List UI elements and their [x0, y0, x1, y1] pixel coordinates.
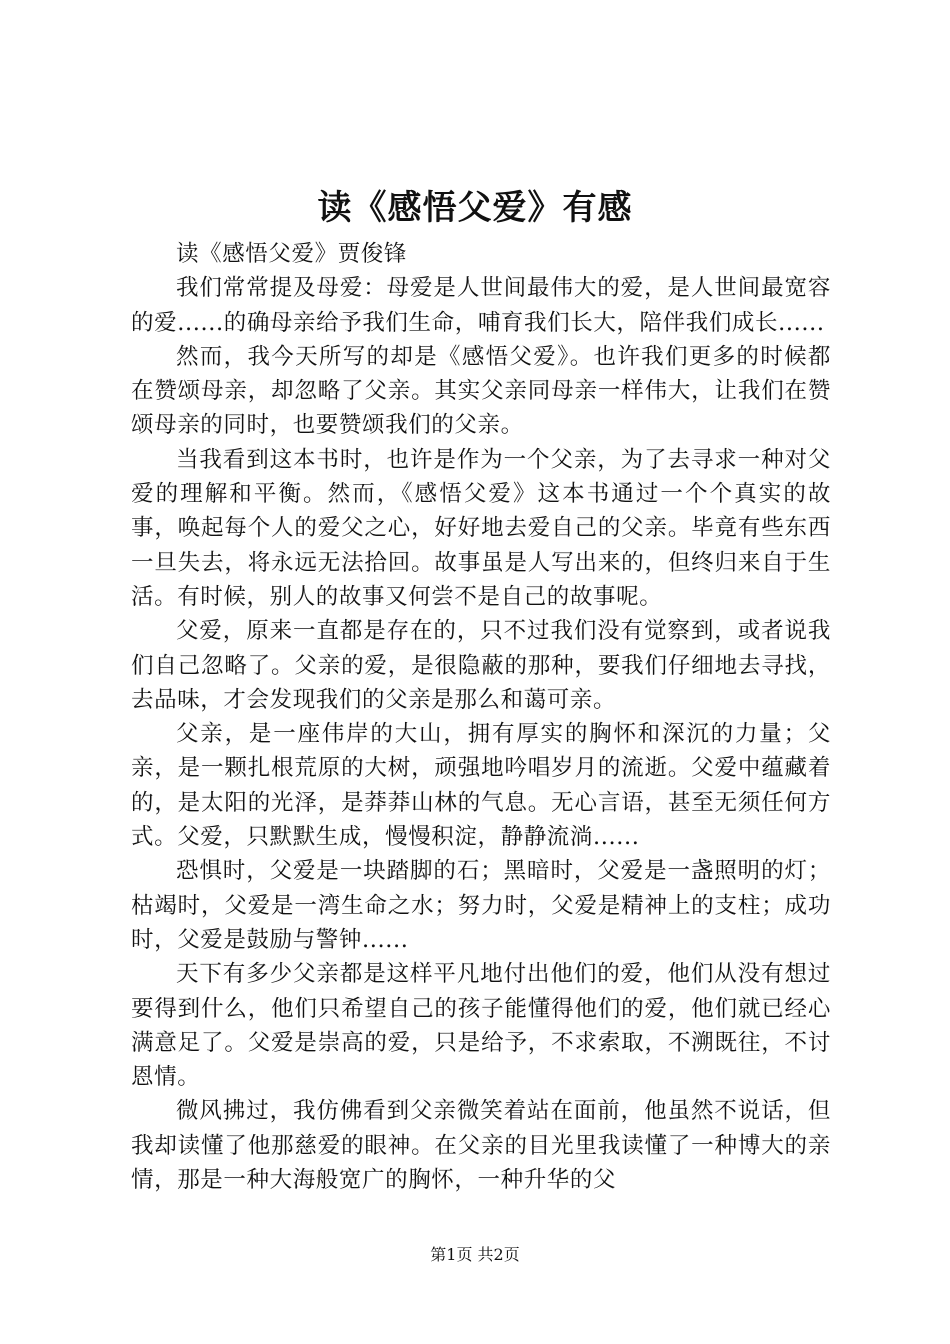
paragraph: 恐惧时，父爱是一块踏脚的石；黑暗时，父爱是一盏照明的灯；枯竭时，父爱是一湾生命之水；努力时，父爱是精神上的支柱；成功时，父爱是鼓励与警钟......: [131, 858, 831, 953]
page-number-footer: 第1页 共2页: [430, 1245, 520, 1264]
paragraph: 父亲，是一座伟岸的大山，拥有厚实的胸怀和深沉的力量；父亲，是一颗扎根荒原的大树，顽强地吟唱岁月的流逝。父爱中蕴藏着的，是太阳的光泽，是莽莽山林的气息。无心言语，甚至无须任何方式。父爱，只默默生成，慢慢积淀，静静流淌......: [131, 721, 831, 851]
paragraph: 天下有多少父亲都是这样平凡地付出他们的爱，他们从没有想过要得到什么，他们只希望自己的孩子能懂得他们的爱，他们就已经心满意足了。父爱是崇高的爱，只是给予，不求索取，不溯既往，不讨恩情。: [131, 961, 831, 1091]
document-subtitle: 读《感悟父爱》贾俊锋: [176, 241, 408, 267]
paragraph: 我们常常提及母爱：母爱是人世间最伟大的爱，是人世间最宽容的爱......的确母亲给予我们生命，哺育我们长大，陪伴我们成长......: [131, 275, 831, 336]
paragraph: 父爱，原来一直都是存在的，只不过我们没有觉察到，或者说我们自己忽略了。父亲的爱，是很隐蔽的那种，要我们仔细地去寻找，去品味，才会发现我们的父亲是那么和蔼可亲。: [131, 618, 831, 713]
paragraph: 当我看到这本书时，也许是作为一个父亲，为了去寻求一种对父爱的理解和平衡。然而，《感悟父爱》这本书通过一个个真实的故事，唤起每个人的爱父之心，好好地去爱自己的父亲。毕竟有些东西一旦失去，将永远无法拾回。故事虽是人写出来的，但终归来自于生活。有时候，别人的故事又何尝不是自己的故事呢。: [131, 446, 831, 610]
document-title: 读《感悟父爱》有感: [317, 188, 633, 228]
document-body: [131, 237, 831, 1197]
paragraph: 然而，我今天所写的却是《感悟父爱》。也许我们更多的时候都在赞颂母亲，却忽略了父亲。其实父亲同母亲一样伟大，让我们在赞颂母亲的同时，也要赞颂我们的父亲。: [131, 343, 831, 439]
paragraph: 微风拂过，我仿佛看到父亲微笑着站在面前，他虽然不说话，但我却读懂了他那慈爱的眼神。在父亲的目光里我读懂了一种博大的亲情，那是一种大海般宽广的胸怀，一种升华的父: [131, 1098, 831, 1194]
